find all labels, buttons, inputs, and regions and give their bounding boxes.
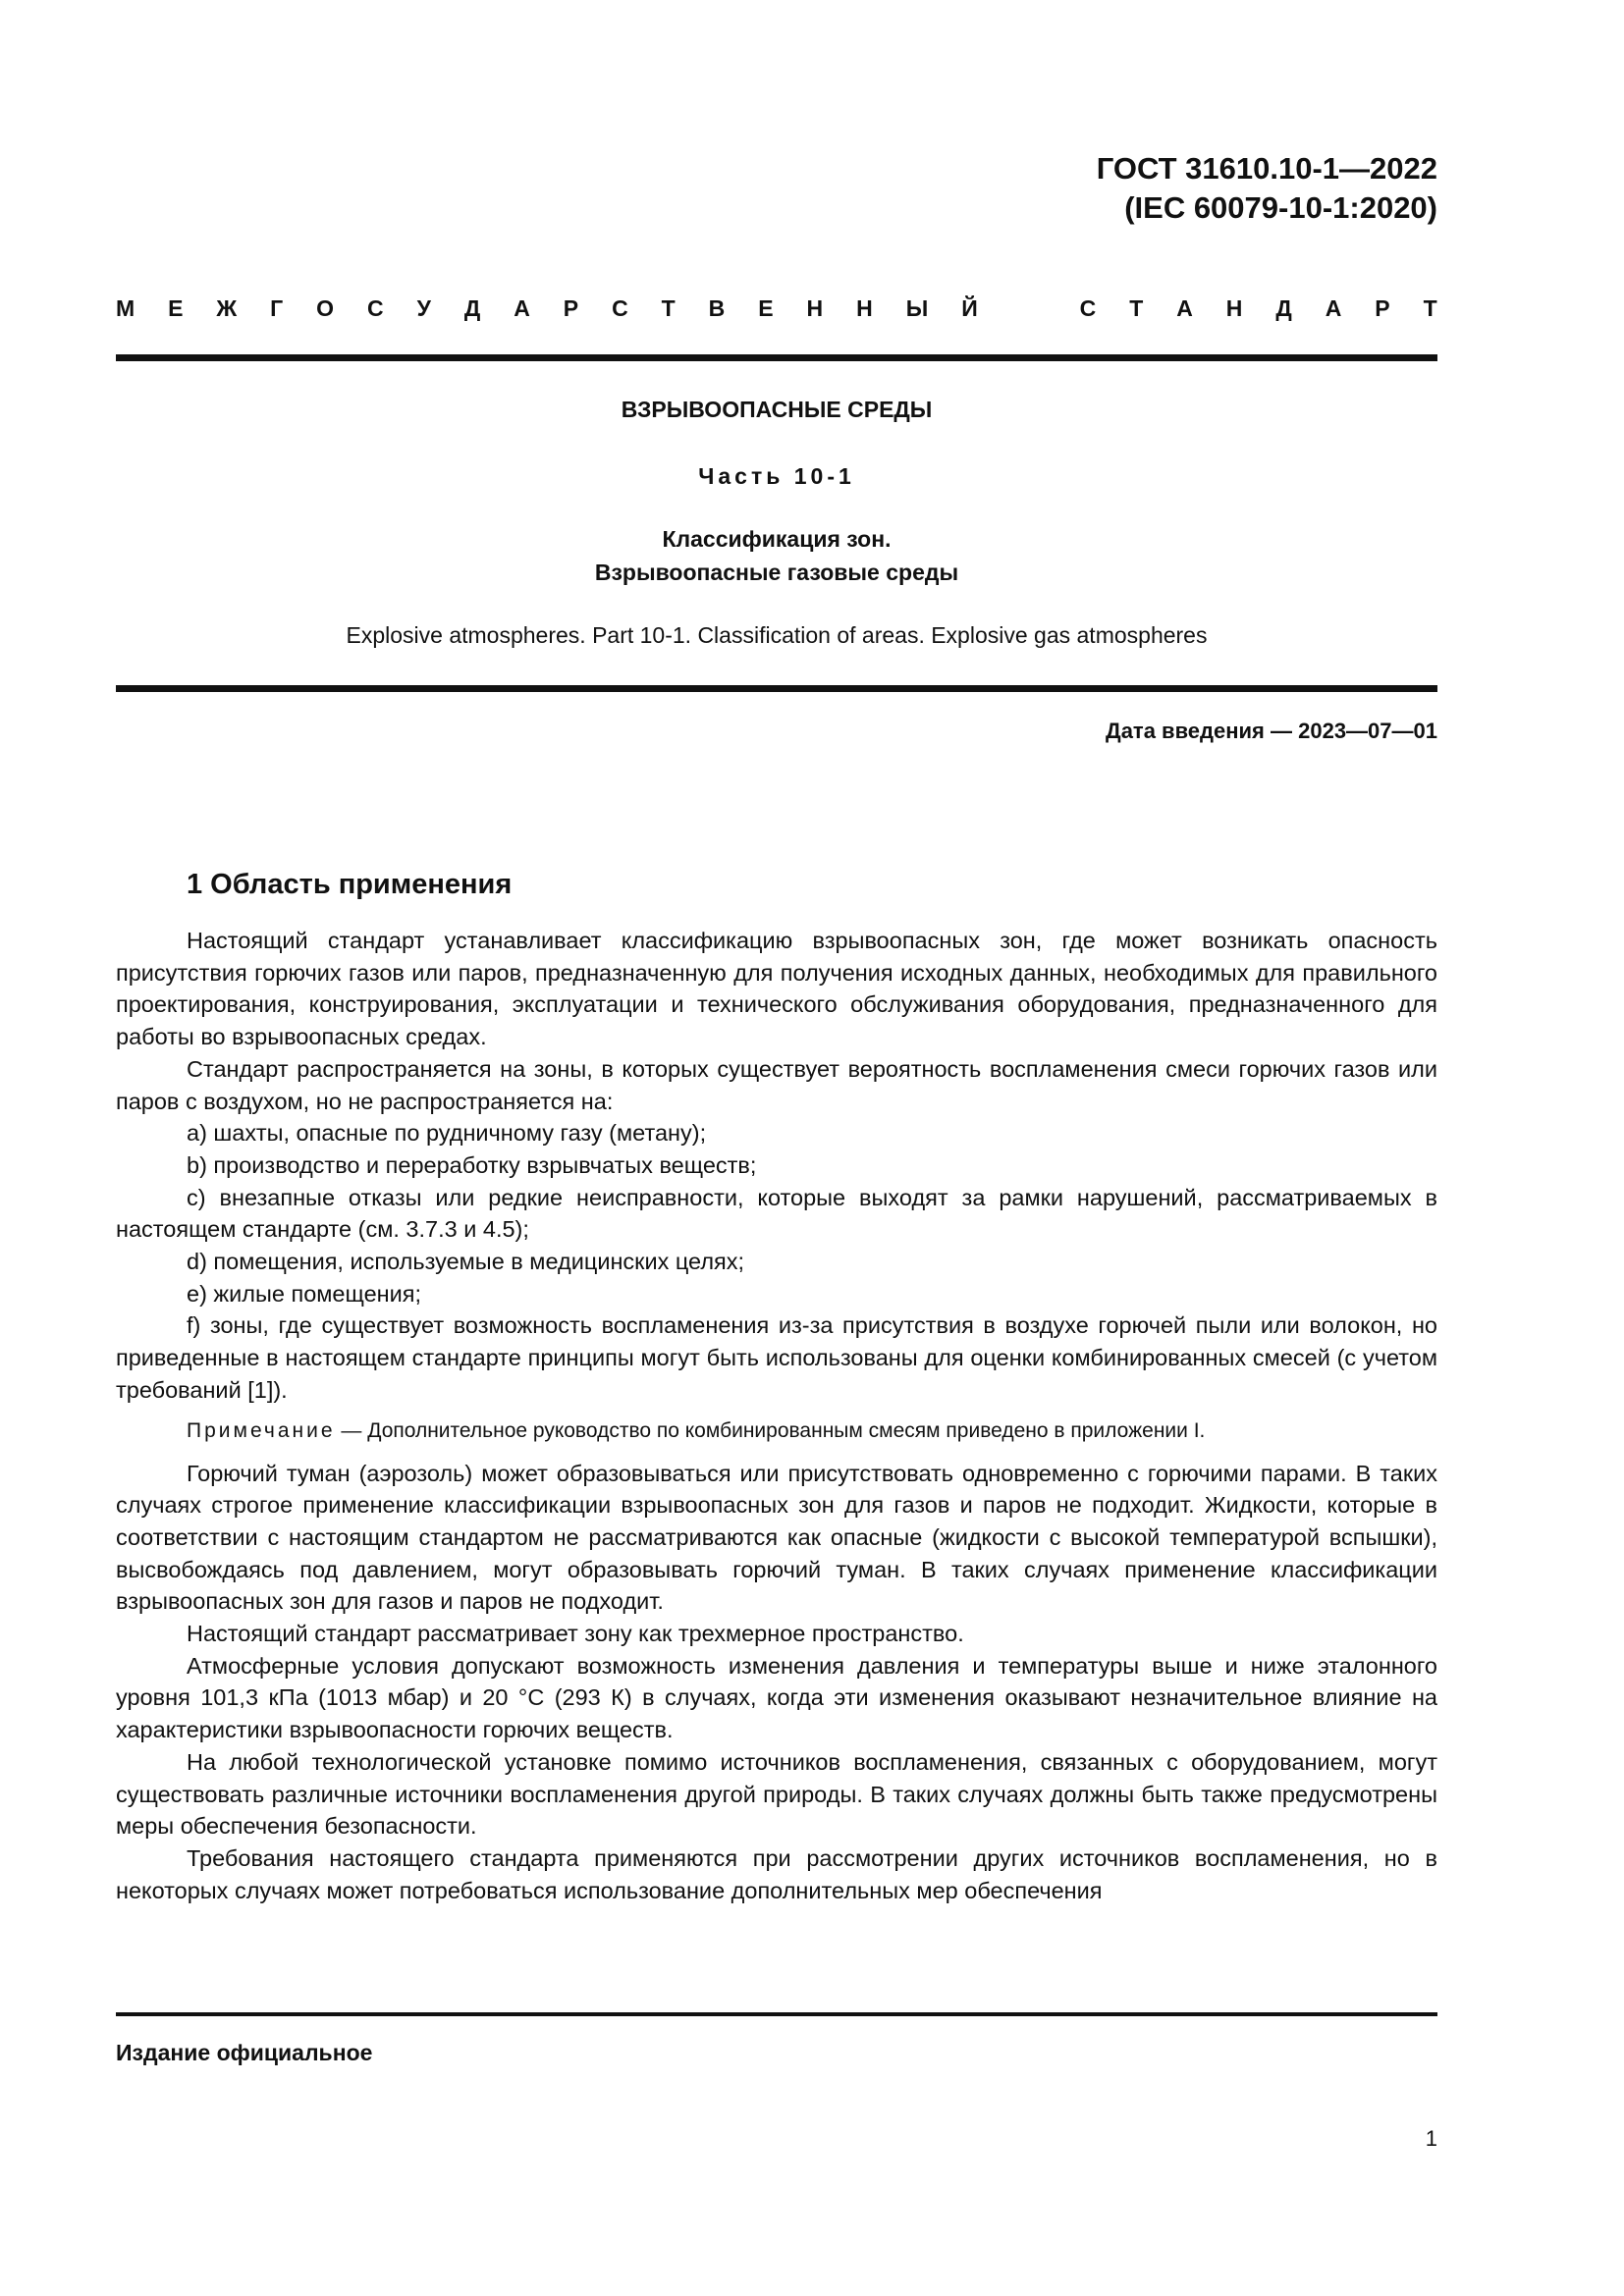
paragraph: Настоящий стандарт устанавливает классификацию взрывоопасных зон, где может возникать опасность присутствия горючих газов или паров, предназначенную для получения исходных данных, необходимых для правильного проектирования, конструирования, эксплуатации и технического обслуживания оборудования, предназначенного для работы во взрывоопасных средах. — [116, 928, 1437, 1050]
document-part: Часть 10-1 — [698, 463, 855, 489]
footer-divider — [116, 2012, 1437, 2016]
english-title: Explosive atmospheres. Part 10-1. Classification of areas. Explosive gas atmospheres — [346, 622, 1208, 648]
heading-letter: Н — [1225, 295, 1243, 321]
note-label: Примечание — [187, 1418, 336, 1442]
paragraph: Горючий туман (аэрозоль) может образовываться или присутствовать одновременно с горючими парами. В таких случаях строгое применение классификации взрывоопасных зон для газов и паров не подходит. Жидкости, которые в соответствии с настоящим стандартом не рассматриваются как опасные (жидкости с высокой температурой вспышки), высвобождаясь под давлением, могут образовывать горючий туман. В таких случаях применение классификации взрывоопасных зон для газов и паров не подходит. — [116, 1460, 1437, 1615]
list-item: d) помещения, используемые в медицинских целях; — [187, 1249, 745, 1275]
heading-letter: Р — [563, 295, 579, 321]
heading-letter: Е — [168, 295, 184, 321]
heading-letter: Д — [463, 295, 481, 321]
interstate-standard-heading — [116, 294, 1437, 322]
standard-code-line2: (IEC 60079-10-1:2020) — [1124, 190, 1437, 225]
heading-letter: Й — [961, 295, 978, 321]
standard-code-line1: ГОСТ 31610.10-1—2022 — [1096, 151, 1437, 186]
paragraph: Атмосферные условия допускают возможность изменения давления и температуры выше и ниже эталонного уровня 101,3 кПа (1013 мбар) и 20 °С (293 К) в случаях, когда эти изменения оказывают незначительное влияние на характеристики взрывоопасности горючих веществ. — [116, 1652, 1437, 1743]
heading-letter: У — [416, 295, 431, 321]
list-item: f) зоны, где существует возможность воспламенения из-за присутствия в воздухе горючей пыли или волокон, но приведенные в настоящем стандарте принципы могут быть использованы для оценки комбинированных смесей (с учетом требований [1]). — [116, 1312, 1437, 1403]
heading-letter: Ж — [216, 295, 238, 321]
subtitle-line1: Классификация зон. — [662, 526, 892, 552]
standard-code — [1097, 149, 1437, 228]
note — [116, 1416, 1437, 1446]
heading-letter: С — [1079, 295, 1097, 321]
list-item: a) шахты, опасные по рудничному газу (метану); — [187, 1120, 707, 1147]
list-item: e) жилые помещения; — [187, 1280, 421, 1307]
heading-letter: А — [1176, 295, 1193, 321]
document-title: ВЗРЫВООПАСНЫЕ СРЕДЫ — [621, 397, 933, 422]
paragraph: Настоящий стандарт рассматривает зону как трехмерное пространство. — [187, 1621, 964, 1647]
heading-letter: А — [514, 295, 530, 321]
section-heading: 1 Область применения — [187, 869, 513, 900]
heading-letter: Н — [856, 295, 873, 321]
document-subtitle — [116, 522, 1437, 589]
heading-letter: А — [1325, 295, 1342, 321]
heading-letter: Д — [1275, 295, 1292, 321]
heading-letter: В — [708, 295, 726, 321]
heading-letter: Н — [806, 295, 824, 321]
title-divider — [116, 685, 1437, 692]
page-number: 1 — [1425, 2126, 1437, 2151]
paragraph: Требования настоящего стандарта применяются при рассмотрении других источников воспламенения, но в некоторых случаях может потребоваться использование дополнительных мер обеспечения — [116, 1844, 1437, 1903]
subtitle-line2: Взрывоопасные газовые среды — [594, 560, 959, 585]
heading-letter: Р — [1375, 295, 1390, 321]
heading-letter: Ы — [905, 295, 929, 321]
introduction-date: Дата введения — 2023—07—01 — [1106, 719, 1437, 743]
section-body — [116, 925, 1437, 1906]
heading-letter: Г — [270, 295, 284, 321]
paragraph: Стандарт распространяется на зоны, в которых существует вероятность воспламенения смеси горючих газов или паров с воздухом, но не распространяется на: — [116, 1055, 1437, 1114]
top-divider — [116, 354, 1437, 361]
list-item: b) производство и переработку взрывчатых веществ; — [187, 1151, 757, 1178]
heading-letter: С — [612, 295, 628, 321]
official-edition-label: Издание официальное — [116, 2040, 373, 2065]
heading-letter: Т — [1129, 295, 1144, 321]
list-item: c) внезапные отказы или редкие неисправности, которые выходят за рамки нарушений, рассматриваемых в настоящем стандарте (см. 3.7.3 и 4.5); — [116, 1184, 1437, 1243]
heading-letter: М — [116, 295, 135, 321]
note-text: — Дополнительное руководство по комбинированным смесям приведено в приложении I. — [335, 1418, 1206, 1442]
paragraph: На любой технологической установке помимо источников воспламенения, связанных с оборудованием, могут существовать различные источники воспламенения другой природы. В таких случаях должны быть также предусмотрены меры обеспечения безопасности. — [116, 1748, 1437, 1840]
heading-letter: Т — [1423, 295, 1437, 321]
heading-letter: С — [367, 295, 384, 321]
heading-letter: Т — [661, 295, 676, 321]
heading-letter: О — [316, 295, 335, 321]
heading-letter: Е — [758, 295, 774, 321]
